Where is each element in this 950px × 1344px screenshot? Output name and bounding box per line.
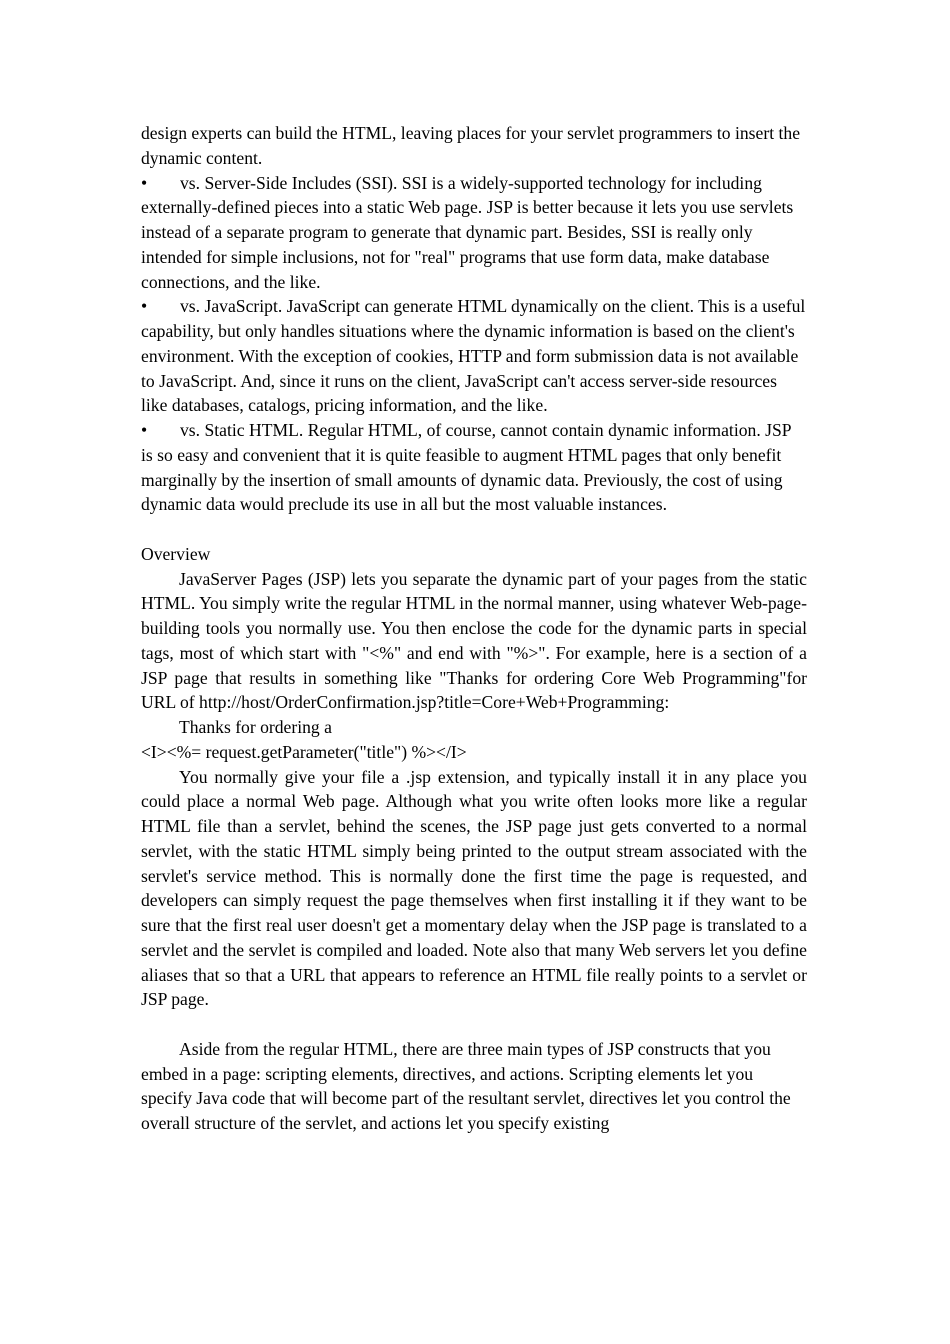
bullet-item-server-side-includes [141, 171, 807, 295]
block-spacer [141, 517, 807, 542]
bullet-marker-icon: • [141, 172, 148, 193]
bullet-item-javascript [141, 294, 807, 418]
paragraph-jsp-intro: JavaServer Pages (JSP) lets you separate the dynamic part of your pages from the static HTML. You simply write the regular HTML in the normal manner, using whatever Web-page-building tools you normally use. You then enclose the code for the dynamic parts in special tags, most of which start with "<%" and end with "%>". For example, here is a section of a JSP page that results in something like "Thanks for ordering Core Web Programming"for URL of http://host/OrderConfirmation.jsp?title=Core+Web+Programming: [141, 568, 807, 713]
bullet-marker-icon: • [141, 296, 148, 317]
bullet-item-static-html [141, 418, 807, 517]
block-spacer [141, 1012, 807, 1037]
code-line-thanks-for-ordering: Thanks for ordering a [179, 717, 332, 737]
document-page [141, 121, 807, 1136]
paragraph-jsp-constructs: Aside from the regular HTML, there are three main types of JSP constructs that you embed in a page: scripting elements, directives, and actions. Scripting elements let you specify Java code that will become part of the resultant servlet, directives let you control the overall structure of the servlet, and actions let you specify existing [141, 1038, 791, 1133]
bullet-marker-icon: • [141, 420, 148, 440]
section-heading-overview: Overview [141, 543, 211, 564]
paragraph-continuation: design experts can build the HTML, leaving places for your servlet programmers to insert the dynamic content. [141, 123, 801, 168]
bullet-text-server-side-includes: vs. Server-Side Includes (SSI). SSI is a widely-supported technology for including externally-defined pieces into a static Web page. JSP is better because it lets you use servlets instead of a separate program to generate that dynamic part. Besides, SSI is really only intended for simple inclusions, not for "real" programs that use form data, make database connections, and the like. [141, 172, 794, 292]
code-line-jsp-expression: <I><%= request.getParameter("title") %></I> [141, 741, 467, 762]
bullet-text-static-html: vs. Static HTML. Regular HTML, of course, cannot contain dynamic information. JSP is so easy and convenient that it is quite feasible to augment HTML pages that only benefit marginally by the insertion of small amounts of dynamic data. Previously, the cost of using dynamic data would preclude its use in all but the most valuable instances. [141, 420, 791, 515]
paragraph-jsp-extension: You normally give your file a .jsp extension, and typically install it in any place you could place a normal Web page. Although what you write often looks more like a regular HTML file than a servlet, behind the scenes, the JSP page just gets converted to a normal servlet, with the static HTML simply being printed to the output stream associated with the servlet's service method. This is normally done the first time the page is requested, and developers can simply request the page themselves when first installing it if they want to be sure that the first real user doesn't get a momentary delay when the JSP page is translated to a servlet and the servlet is compiled and loaded. Note also that many Web servers let you define aliases that so that a URL that appears to reference an HTML file really points to a servlet or JSP page. [141, 766, 807, 1010]
bullet-text-javascript: vs. JavaScript. JavaScript can generate HTML dynamically on the client. This is a useful capability, but only handles situations where the dynamic information is based on the client's environment. With the exception of cookies, HTTP and form submission data is not available to JavaScript. And, since it runs on the client, JavaScript can't access server-side resources like databases, catalogs, pricing information, and the like. [141, 296, 806, 416]
